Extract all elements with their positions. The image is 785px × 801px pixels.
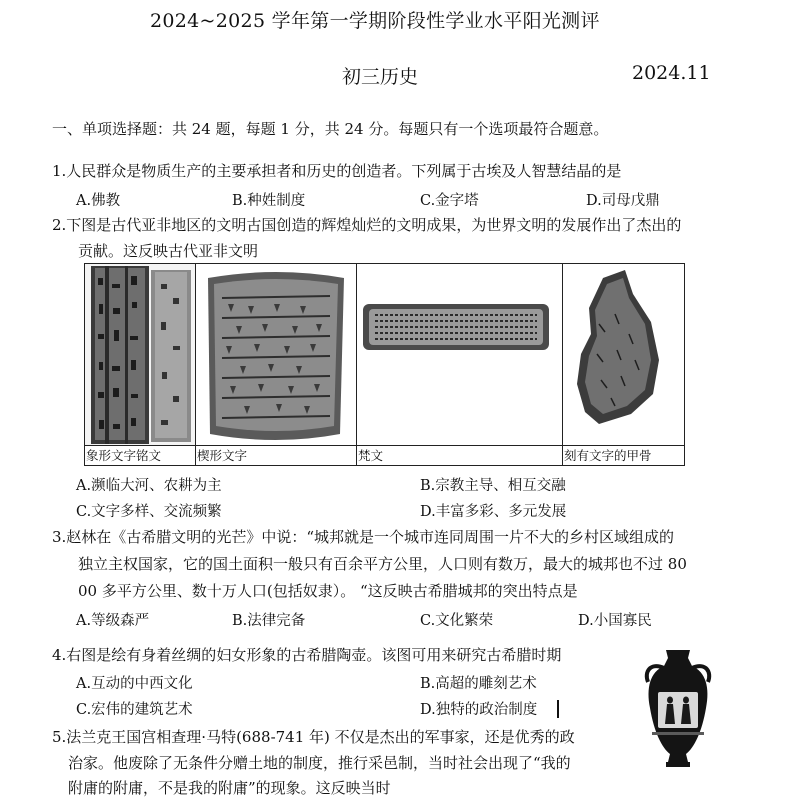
question-2-option-d: D.丰富多彩、多元发展 (420, 504, 567, 520)
civilization-image-table (84, 263, 685, 466)
image-cell-hieroglyph (85, 264, 196, 465)
question-3-option-b: B.法律完备 (232, 613, 306, 629)
oracle-bone-image (563, 264, 684, 445)
question-4-stem: 4.右图是绘有身着丝绸的妇女形象的古希腊陶壶。该图可用来研究古希腊时期 (52, 646, 562, 664)
caption-sanskrit: 梵文 (357, 445, 562, 465)
cuneiform-tablet-image (196, 264, 356, 445)
question-3-option-c: C.文化繁荣 (420, 613, 494, 629)
image-cell-oracle-bone (563, 264, 684, 465)
question-3-stem-line1: 3.赵林在《古希腊文明的光芒》中说：“城邦就是一个城市连同周围一片不大的乡村区域组成的 (52, 528, 674, 546)
exam-title: 2024~2025 学年第一学期阶段性学业水平阳光测评 (150, 10, 600, 32)
question-2-stem-line2: 贡献。这反映古代亚非文明 (78, 242, 259, 260)
question-2-option-b: B.宗教主导、相互交融 (420, 478, 566, 494)
question-1-option-b: B.种姓制度 (232, 193, 306, 209)
question-3-stem-line2: 独立主权国家，它的国土面积一般只有百余平方公里，人口则有数万，最大的城邦也不过 80 (78, 555, 687, 573)
question-3-option-d: D.小国寡民 (578, 613, 652, 629)
question-3-stem-line3: 00 多平方公里、数十万人口(包括奴隶）。 “这反映古希腊城邦的突出特点是 (78, 582, 578, 600)
question-1-option-a: A.佛教 (76, 193, 121, 209)
image-cell-sanskrit (357, 264, 563, 465)
image-cell-cuneiform (196, 264, 357, 465)
question-5-stem-line3: 附庸的附庸，不是我的附庸”的现象。这反映当时 (68, 779, 391, 797)
question-5-stem-line2: 治家。他废除了无条件分赠土地的制度，推行采邑制，当时社会出现了“我的 (68, 754, 571, 772)
subject-label: 初三历史 (342, 66, 419, 88)
sanskrit-manuscript-image (357, 264, 562, 445)
text-cursor (557, 700, 559, 718)
question-4-option-b: B.高超的雕刻艺术 (420, 676, 537, 692)
question-3-option-a: A.等级森严 (76, 613, 150, 629)
question-1-option-d: D.司母戊鼎 (586, 193, 660, 209)
hieroglyph-stele-image (85, 264, 195, 445)
greek-amphora-image (640, 648, 716, 768)
question-4-option-a: A.互动的中西文化 (76, 676, 193, 692)
question-1-option-c: C.金字塔 (420, 193, 479, 209)
caption-oracle-bone: 刻有文字的甲骨 (563, 445, 684, 465)
exam-date: 2024.11 (632, 62, 711, 84)
caption-hieroglyph: 象形文字铭文 (85, 445, 195, 465)
section-heading: 一、单项选择题：共 24 题，每题 1 分，共 24 分。每题只有一个选项最符合题意。 (52, 120, 609, 138)
caption-cuneiform: 楔形文字 (196, 445, 356, 465)
question-5-stem-line1: 5.法兰克王国宫相查理·马特(688-741 年) 不仅是杰出的军事家，还是优秀的政 (52, 728, 575, 746)
question-4-option-d: D.独特的政治制度 (420, 702, 538, 718)
question-1-stem: 1.人民群众是物质生产的主要承担者和历史的创造者。下列属于古埃及人智慧结晶的是 (52, 162, 622, 180)
question-4-option-c: C.宏伟的建筑艺术 (76, 702, 193, 718)
question-2-stem-line1: 2.下图是古代亚非地区的文明古国创造的辉煌灿烂的文明成果，为世界文明的发展作出了杰出的 (52, 216, 682, 234)
question-2-option-c: C.文字多样、交流频繁 (76, 504, 222, 520)
question-2-option-a: A.濒临大河、农耕为主 (76, 478, 222, 494)
